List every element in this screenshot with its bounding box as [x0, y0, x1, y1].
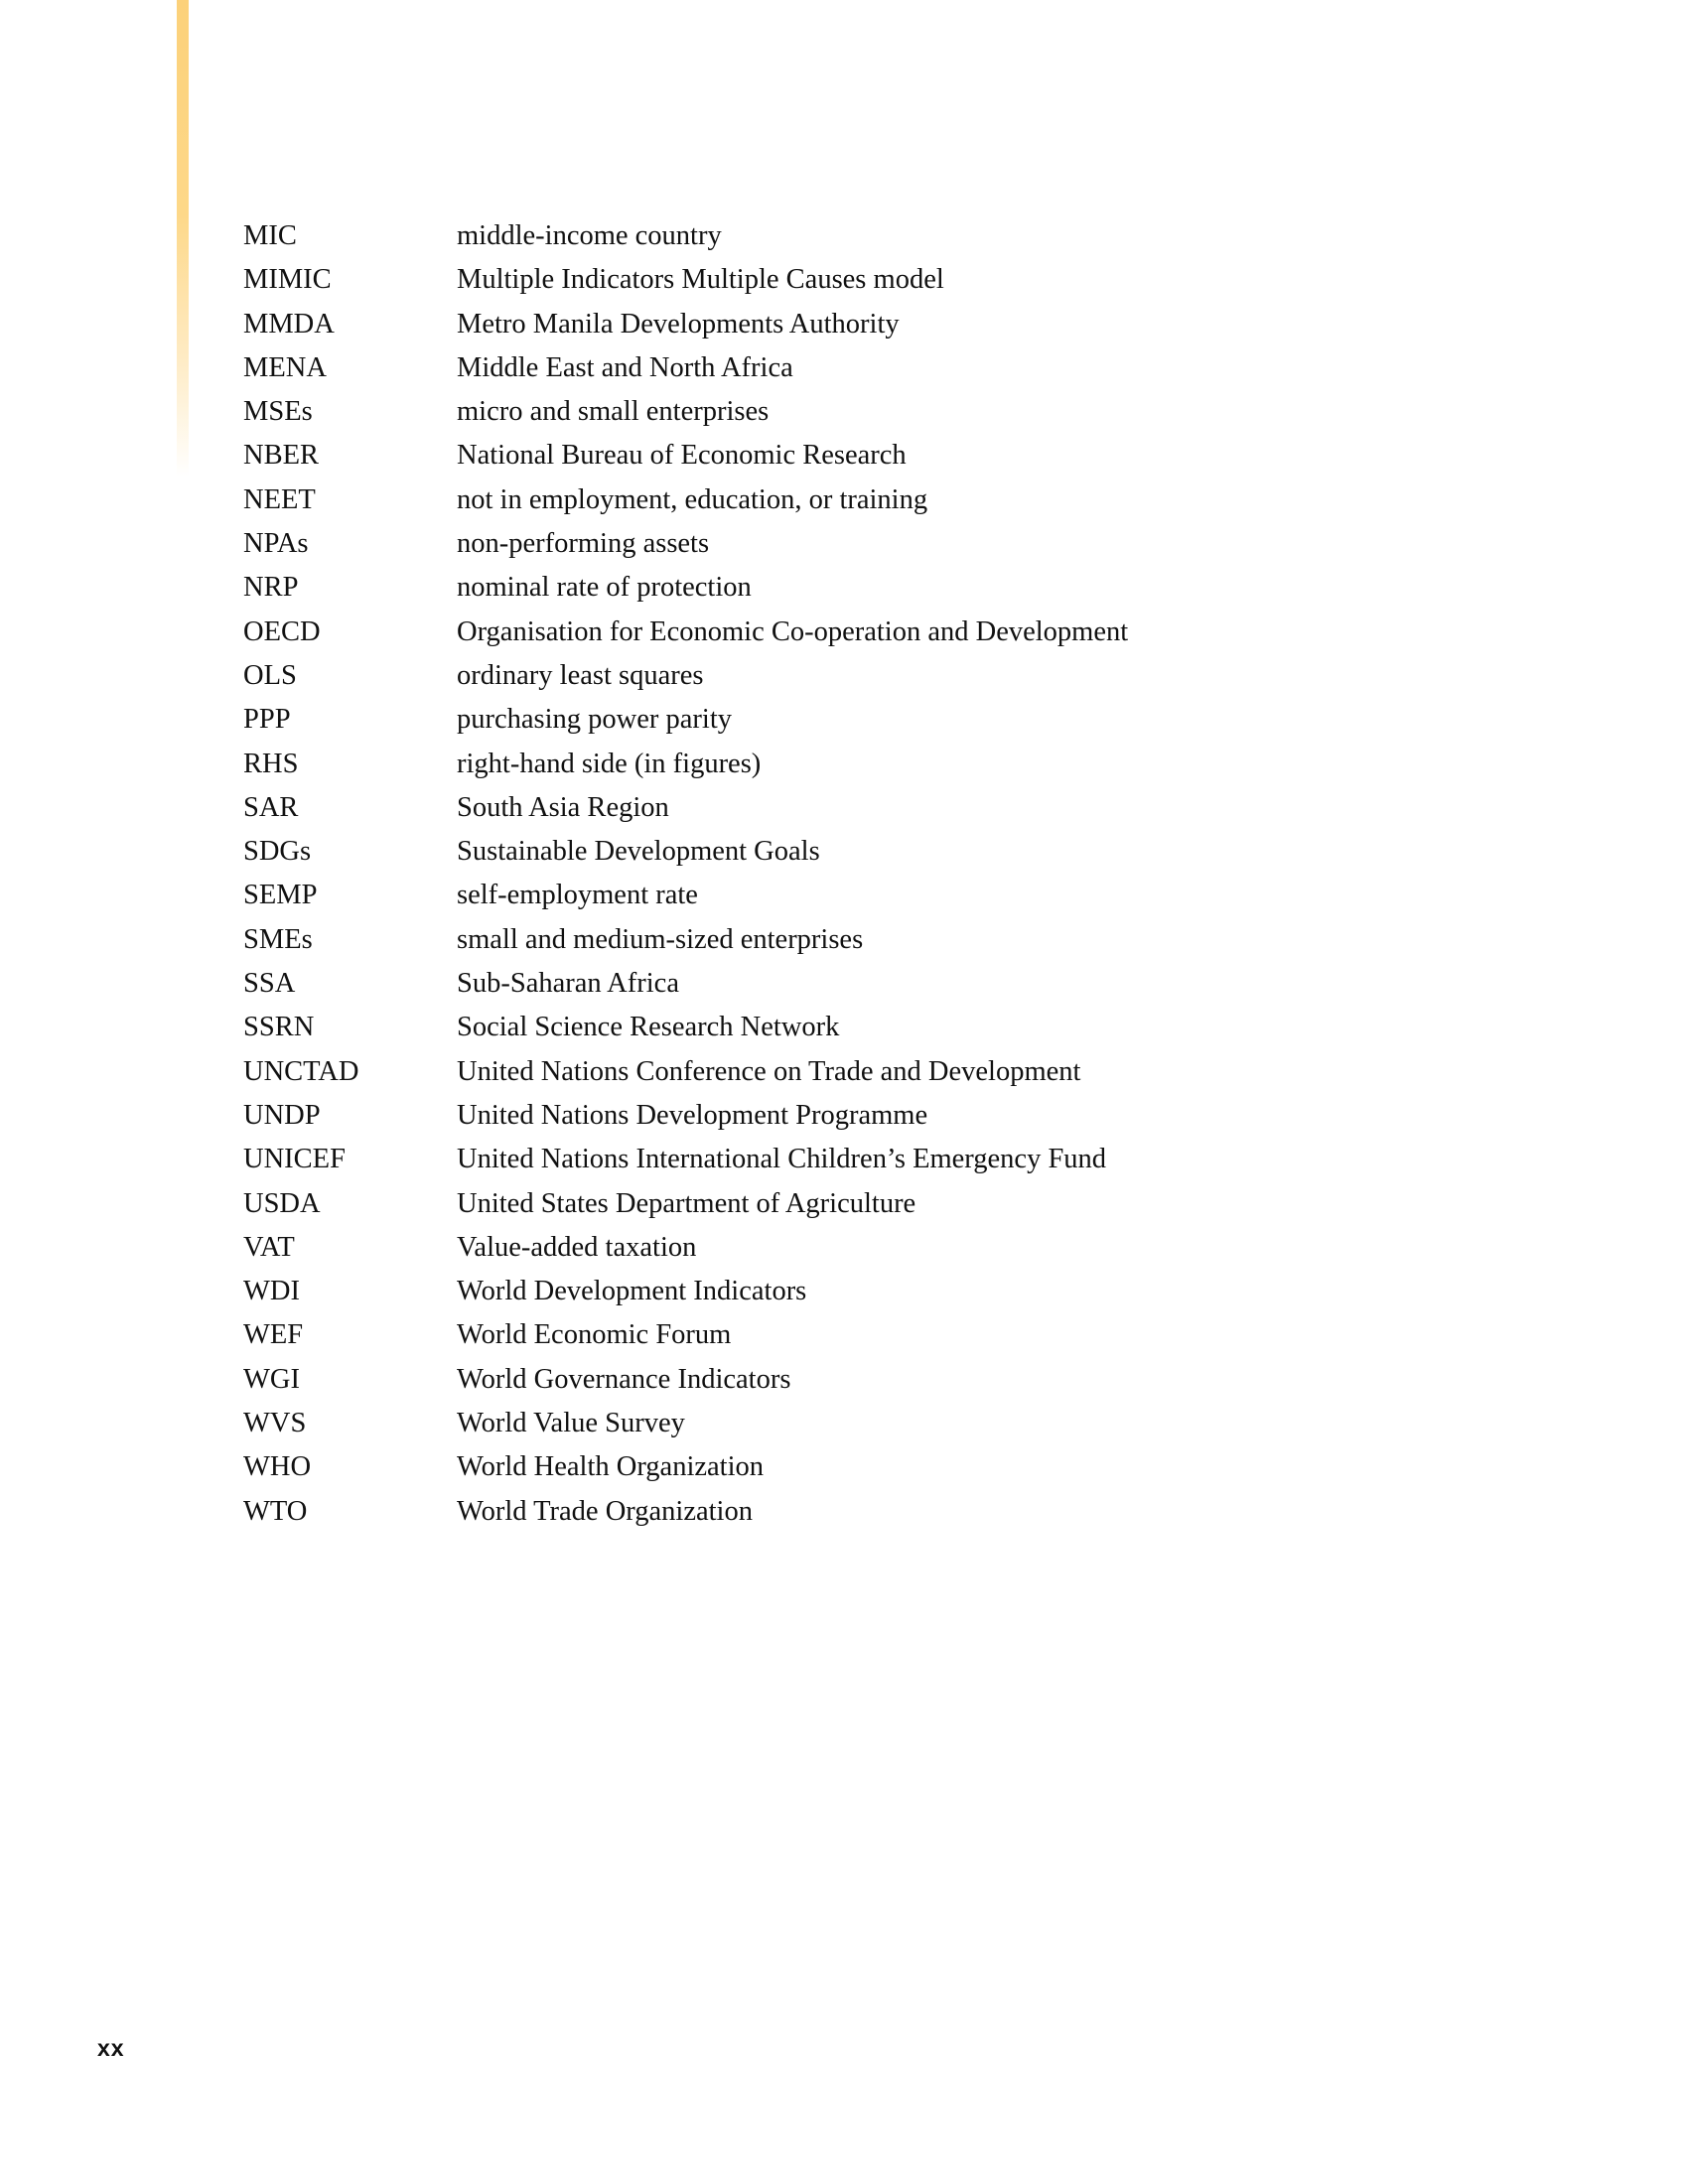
abbreviation-definition: South Asia Region	[457, 791, 669, 823]
abbreviation-definition: non-performing assets	[457, 528, 710, 560]
abbreviations-list	[243, 214, 1435, 1534]
abbreviation-row	[243, 1050, 1435, 1094]
abbreviation-row	[243, 478, 1435, 522]
abbreviation-row	[243, 698, 1435, 742]
abbreviation-term: VAT	[243, 1231, 295, 1263]
abbreviation-definition: Social Science Research Network	[457, 1012, 840, 1043]
abbreviation-definition: self-employment rate	[457, 880, 698, 911]
abbreviation-definition: United Nations Conference on Trade and Development	[457, 1055, 1081, 1087]
abbreviation-row	[243, 258, 1435, 302]
abbreviation-term: MSEs	[243, 396, 313, 428]
abbreviation-row	[243, 1270, 1435, 1313]
abbreviation-row	[243, 434, 1435, 478]
abbreviation-term: WHO	[243, 1451, 312, 1483]
abbreviation-term: NRP	[243, 572, 299, 604]
abbreviation-definition: Value-added taxation	[457, 1231, 697, 1263]
abbreviation-definition: United Nations Development Programme	[457, 1099, 928, 1131]
abbreviation-row	[243, 874, 1435, 917]
abbreviation-definition: small and medium-sized enterprises	[457, 923, 864, 955]
abbreviation-definition: Middle East and North Africa	[457, 351, 793, 383]
abbreviation-row	[243, 611, 1435, 654]
abbreviation-row	[243, 1313, 1435, 1357]
abbreviation-row	[243, 1094, 1435, 1138]
abbreviation-definition: World Governance Indicators	[457, 1363, 791, 1395]
abbreviation-row	[243, 1402, 1435, 1445]
abbreviation-row	[243, 743, 1435, 786]
abbreviation-term: WDI	[243, 1276, 300, 1307]
abbreviation-definition: United Nations International Children’s Emergency Fund	[457, 1144, 1107, 1175]
abbreviation-row	[243, 1006, 1435, 1049]
abbreviation-term: UNICEF	[243, 1144, 346, 1175]
abbreviation-definition: not in employment, education, or training	[457, 483, 928, 515]
abbreviation-definition: World Economic Forum	[457, 1319, 732, 1351]
abbreviation-row	[243, 1138, 1435, 1181]
abbreviation-row	[243, 1445, 1435, 1489]
abbreviation-term: NBER	[243, 440, 320, 472]
abbreviation-term: SSA	[243, 968, 296, 1000]
abbreviation-row	[243, 346, 1435, 390]
abbreviation-term: PPP	[243, 704, 291, 736]
abbreviation-row	[243, 1226, 1435, 1270]
abbreviation-row	[243, 962, 1435, 1006]
abbreviation-definition: ordinary least squares	[457, 659, 704, 691]
abbreviation-row	[243, 654, 1435, 698]
abbreviation-term: OLS	[243, 659, 297, 691]
abbreviation-row	[243, 830, 1435, 874]
abbreviation-term: UNCTAD	[243, 1055, 359, 1087]
abbreviation-row	[243, 1490, 1435, 1534]
abbreviation-definition: National Bureau of Economic Research	[457, 440, 907, 472]
abbreviation-definition: nominal rate of protection	[457, 572, 752, 604]
abbreviation-definition: World Trade Organization	[457, 1495, 753, 1527]
abbreviation-row	[243, 786, 1435, 830]
abbreviation-term: SAR	[243, 791, 299, 823]
decorative-accent-bar	[177, 0, 189, 477]
abbreviation-row	[243, 522, 1435, 566]
abbreviation-row	[243, 1182, 1435, 1226]
abbreviation-term: MIMIC	[243, 264, 332, 296]
abbreviation-row	[243, 390, 1435, 434]
abbreviation-row	[243, 303, 1435, 346]
page-number: xx	[97, 2035, 125, 2061]
abbreviation-term: WGI	[243, 1363, 300, 1395]
abbreviation-definition: Metro Manila Developments Authority	[457, 308, 900, 340]
abbreviation-definition: Organisation for Economic Co-operation and Development	[457, 615, 1129, 647]
abbreviation-definition: right-hand side (in figures)	[457, 748, 762, 779]
abbreviation-definition: World Health Organization	[457, 1451, 765, 1483]
abbreviation-definition: Sustainable Development Goals	[457, 836, 820, 868]
abbreviation-term: WTO	[243, 1495, 308, 1527]
abbreviation-term: MENA	[243, 351, 327, 383]
abbreviation-row	[243, 214, 1435, 258]
abbreviation-definition: Multiple Indicators Multiple Causes model	[457, 264, 944, 296]
abbreviation-term: USDA	[243, 1187, 321, 1219]
abbreviation-term: SMEs	[243, 923, 313, 955]
abbreviation-term: NEET	[243, 483, 316, 515]
abbreviation-row	[243, 566, 1435, 610]
abbreviation-row	[243, 918, 1435, 962]
abbreviation-definition: Sub-Saharan Africa	[457, 968, 679, 1000]
abbreviation-definition: middle-income country	[457, 220, 722, 251]
abbreviation-term: MMDA	[243, 308, 335, 340]
abbreviation-definition: United States Department of Agriculture	[457, 1187, 916, 1219]
abbreviation-term: WVS	[243, 1408, 307, 1439]
abbreviation-term: WEF	[243, 1319, 304, 1351]
abbreviation-definition: micro and small enterprises	[457, 396, 770, 428]
abbreviation-term: SSRN	[243, 1012, 315, 1043]
abbreviation-row	[243, 1358, 1435, 1402]
abbreviation-term: MIC	[243, 220, 297, 251]
abbreviation-term: NPAs	[243, 528, 309, 560]
abbreviation-term: UNDP	[243, 1099, 321, 1131]
abbreviation-term: SEMP	[243, 880, 318, 911]
abbreviation-term: SDGs	[243, 836, 312, 868]
abbreviation-definition: purchasing power parity	[457, 704, 732, 736]
abbreviation-term: RHS	[243, 748, 299, 779]
abbreviation-definition: World Value Survey	[457, 1408, 685, 1439]
abbreviation-definition: World Development Indicators	[457, 1276, 807, 1307]
abbreviation-term: OECD	[243, 615, 321, 647]
